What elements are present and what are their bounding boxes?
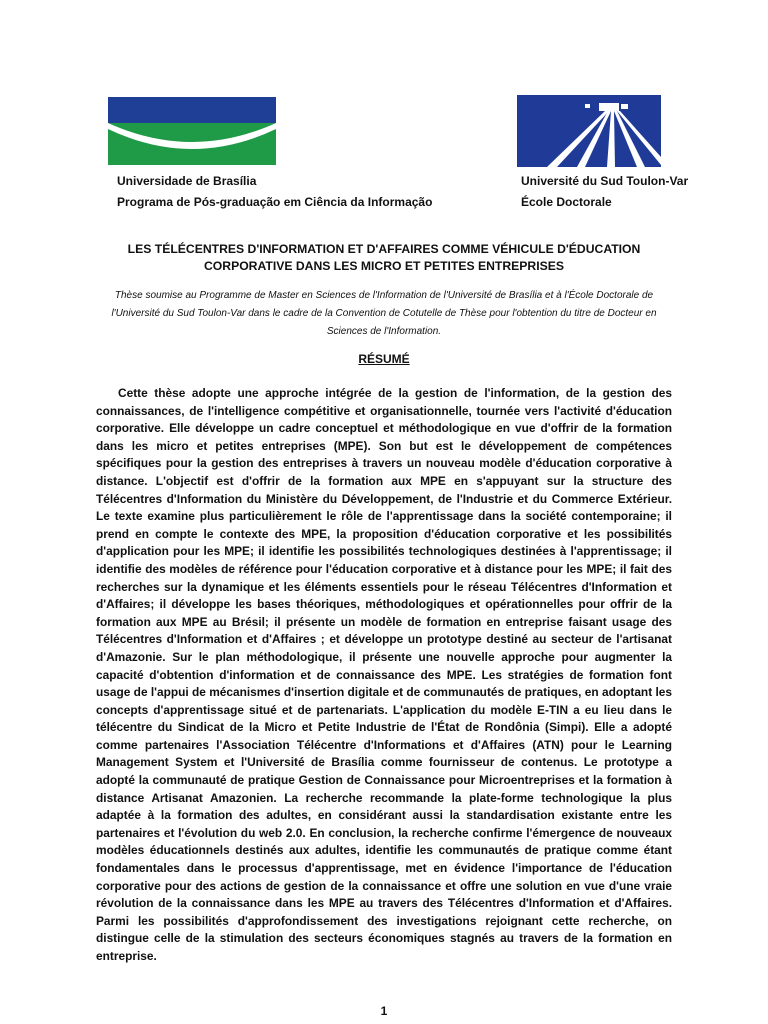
section-heading-resume: RÉSUMÉ <box>358 352 410 366</box>
left-institution-block <box>117 171 432 213</box>
thesis-subtitle: Thèse soumise au Programme de Master en Sciences de l'Information de l'Université de Brasília et à l'École Doctorale de l'Université du Sud Toulon-Var dans le cadre de la Convention de Cotutelle de Thèse pour l'obtention du titre de Docteur en Sciences de l'Information. <box>111 290 657 337</box>
right-school-name: École Doctorale <box>521 195 612 209</box>
page-number: 1 <box>380 1004 388 1018</box>
left-program-name: Programa de Pós-graduação em Ciência da Informação <box>117 195 433 209</box>
right-institution-name: Université du Sud Toulon-Var <box>521 174 689 188</box>
left-institution-name: Universidade de Brasília <box>117 174 257 188</box>
utv-logo <box>517 95 661 167</box>
unb-logo <box>108 97 276 165</box>
abstract-paragraph: Cette thèse adopte une approche intégrée de la gestion de l'information, de la gestion des connaissances, de l'intelligence compétitive et organisationnelle, tournée vers l'activité d'éducation corporative. Elle développe un cadre conceptuel et méthodologique en vue d'offrir de la formation dans les micro et petites entreprises (MPE). Son but est le développement de compétences spécifiques pour la gestion des entreprises à travers un nouveau modèle d'éducation corporative à distance. L'objectif est d'offrir de la formation aux MPE en s'appuyant sur la structure des Télécentres d'Information du Ministère du Développement, de l'Industrie et du Commerce Extérieur. Le texte examine plus particulièrement le rôle de l'apprentissage dans la société contemporaine; il prend en compte le contexte des MPE, la proposition d'éducation corporative et les possibilités d'application pour les MPE; il identifie les possibilités technologiques destinées à l'apprentissage; il identifie des modèles de référence pour l'éducation corporative et à distance pour les MPE; il fait des recherches sur la dynamique et les éléments essentiels pour le réseau Télécentres d'Information et d'Affaires; il développe les bases théoriques, méthodologiques et opérationnelles pour offrir de la formation aux MPE au Brésil; il présente un modèle de formation en entreprise faisant usage des Télécentres d'Information et d'Affaires ; et développe un prototype destiné au secteur de l'artisanat d'Amazonie. Sur le plan méthodologique, il présente une nouvelle approche pour augmenter la capacité d'obtention d'information et de connaissance des MPE. Les stratégies de formation font usage de l'appui de mécanismes d'insertion digitale et de communautés de pratiques, en adoptant les concepts d'apprentissage situé et de partenariats. L'application du modèle E-TIN a eu lieu dans le télécentre du Sindicat de la Micro et Petite Industrie de l'État de Rondônia (Simpi). Elle a adopté comme partenaires l'Association Télécentre d'Informations et d'Affaires (ATN) pour le Learning Management System et l'Université de Brasília comme fournisseur de contenus. Le prototype a adopté la communauté de pratique Gestion de Connaissance pour Microentreprises et la formation à distance Artisanat Amazonien. La recherche recommande la plate-forme technologique la plus adaptée à la formation des adultes, en considérant aussi la standardisation existante entre les partenaires et l'évolution du web 2.0. En conclusion, la recherche confirme l'émergence de nouveaux modèles éducationnels destinés aux adultes, identifie les communautés de pratique comme étant fondamentales dans le processus d'apprentissage, met en évidence l'importance de l'éducation corporative pour des actions de gestion de la connaissance et offre une solution en vue d'une vraie révolution de la connaissance dans les MPE au travers des Télécentres d'Information et d'Affaires. Parmi les possibilités d'approfondissement des investigations rejoignant cette recherche, on distingue celle de la stimulation des secteurs économiques stagnés au travers de la formation en entreprise. <box>96 386 672 963</box>
right-institution-block <box>521 171 688 213</box>
thesis-title: LES TÉLÉCENTRES D'INFORMATION ET D'AFFAIRES COMME VÉHICULE D'ÉDUCATION CORPORATIVE DANS LES MICRO ET PETITES ENTREPRISES <box>127 242 641 273</box>
